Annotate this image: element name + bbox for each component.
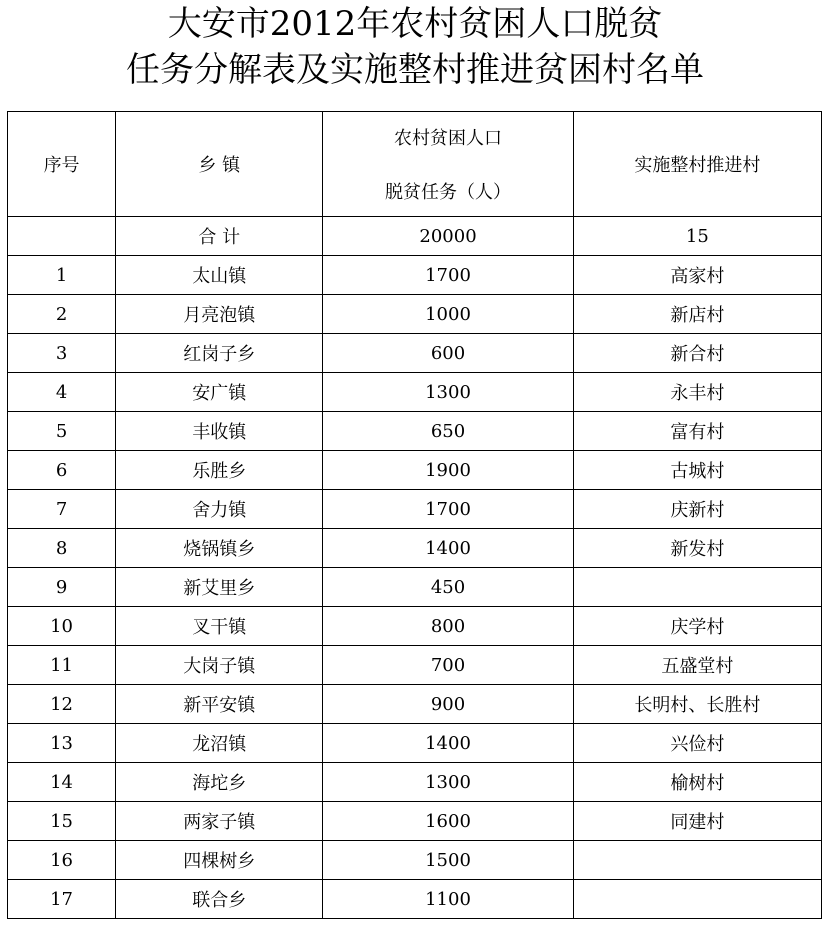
cell-task: 600: [323, 334, 573, 373]
cell-task: 1600: [323, 802, 573, 841]
cell-town: 烧锅镇乡: [116, 529, 323, 568]
cell-villages: 庆学村: [573, 607, 821, 646]
cell-villages: 五盛堂村: [573, 646, 821, 685]
cell-town: 乐胜乡: [116, 451, 323, 490]
table-row: [8, 490, 822, 529]
cell-villages: 古城村: [573, 451, 821, 490]
cell-seq: 8: [8, 529, 116, 568]
cell-villages: 高家村: [573, 256, 821, 295]
header-task-line1: 农村贫困人口: [394, 128, 503, 149]
cell-town: 新平安镇: [116, 685, 323, 724]
table-header-row: [8, 112, 822, 217]
cell-task: 1700: [323, 490, 573, 529]
cell-villages: [573, 841, 821, 880]
cell-villages: 新店村: [573, 295, 821, 334]
cell-task: 800: [323, 607, 573, 646]
total-seq: [8, 217, 116, 256]
header-seq: 序号: [8, 112, 116, 217]
total-task: 20000: [323, 217, 573, 256]
total-town: 合 计: [116, 217, 323, 256]
cell-seq: 14: [8, 763, 116, 802]
table-row: [8, 802, 822, 841]
table-row: [8, 256, 822, 295]
cell-villages: 新合村: [573, 334, 821, 373]
header-task: [323, 112, 573, 217]
cell-town: 月亮泡镇: [116, 295, 323, 334]
cell-seq: 12: [8, 685, 116, 724]
cell-task: 1100: [323, 880, 573, 919]
cell-seq: 9: [8, 568, 116, 607]
cell-task: 1400: [323, 529, 573, 568]
cell-task: 1300: [323, 373, 573, 412]
table-row: [8, 334, 822, 373]
table-row: [8, 529, 822, 568]
cell-villages: 庆新村: [573, 490, 821, 529]
cell-seq: 7: [8, 490, 116, 529]
cell-task: 900: [323, 685, 573, 724]
cell-seq: 5: [8, 412, 116, 451]
document-title-line2: 任务分解表及实施整村推进贫困村名单: [126, 50, 704, 90]
cell-villages: 长明村、长胜村: [573, 685, 821, 724]
cell-task: 1000: [323, 295, 573, 334]
header-town: 乡 镇: [116, 112, 323, 217]
cell-task: 1400: [323, 724, 573, 763]
total-villages: 15: [573, 217, 821, 256]
cell-town: 新艾里乡: [116, 568, 323, 607]
cell-villages: [573, 568, 821, 607]
table-row: [8, 724, 822, 763]
header-task-line2: 脱贫任务（人）: [385, 182, 512, 203]
cell-task: 1700: [323, 256, 573, 295]
header-villages: 实施整村推进村: [573, 112, 821, 217]
cell-town: 联合乡: [116, 880, 323, 919]
total-row: [8, 217, 822, 256]
cell-seq: 4: [8, 373, 116, 412]
cell-seq: 13: [8, 724, 116, 763]
table-row: [8, 685, 822, 724]
cell-villages: 新发村: [573, 529, 821, 568]
cell-seq: 3: [8, 334, 116, 373]
cell-seq: 10: [8, 607, 116, 646]
cell-villages: 榆树村: [573, 763, 821, 802]
cell-town: 大岗子镇: [116, 646, 323, 685]
cell-town: 舍力镇: [116, 490, 323, 529]
cell-town: 太山镇: [116, 256, 323, 295]
table-row: [8, 646, 822, 685]
cell-task: 700: [323, 646, 573, 685]
cell-town: 红岗子乡: [116, 334, 323, 373]
cell-task: 1900: [323, 451, 573, 490]
table-row: [8, 607, 822, 646]
cell-town: 海坨乡: [116, 763, 323, 802]
cell-seq: 15: [8, 802, 116, 841]
cell-villages: 同建村: [573, 802, 821, 841]
cell-town: 龙沼镇: [116, 724, 323, 763]
cell-town: 两家子镇: [116, 802, 323, 841]
cell-town: 叉干镇: [116, 607, 323, 646]
cell-town: 丰收镇: [116, 412, 323, 451]
document-title-line1: 大安市2012年农村贫困人口脱贫: [167, 4, 663, 44]
cell-task: 1300: [323, 763, 573, 802]
cell-task: 650: [323, 412, 573, 451]
cell-seq: 17: [8, 880, 116, 919]
cell-seq: 6: [8, 451, 116, 490]
cell-villages: 兴俭村: [573, 724, 821, 763]
cell-villages: 永丰村: [573, 373, 821, 412]
cell-seq: 11: [8, 646, 116, 685]
table-row: [8, 841, 822, 880]
table-row: [8, 763, 822, 802]
table-row: [8, 373, 822, 412]
cell-task: 1500: [323, 841, 573, 880]
cell-villages: [573, 880, 821, 919]
table-row: [8, 568, 822, 607]
cell-town: 安广镇: [116, 373, 323, 412]
cell-villages: 富有村: [573, 412, 821, 451]
cell-task: 450: [323, 568, 573, 607]
cell-seq: 1: [8, 256, 116, 295]
table-row: [8, 880, 822, 919]
cell-town: 四棵树乡: [116, 841, 323, 880]
table-row: [8, 295, 822, 334]
table-row: [8, 451, 822, 490]
table-row: [8, 412, 822, 451]
cell-seq: 16: [8, 841, 116, 880]
poverty-task-table: [7, 111, 822, 919]
cell-seq: 2: [8, 295, 116, 334]
